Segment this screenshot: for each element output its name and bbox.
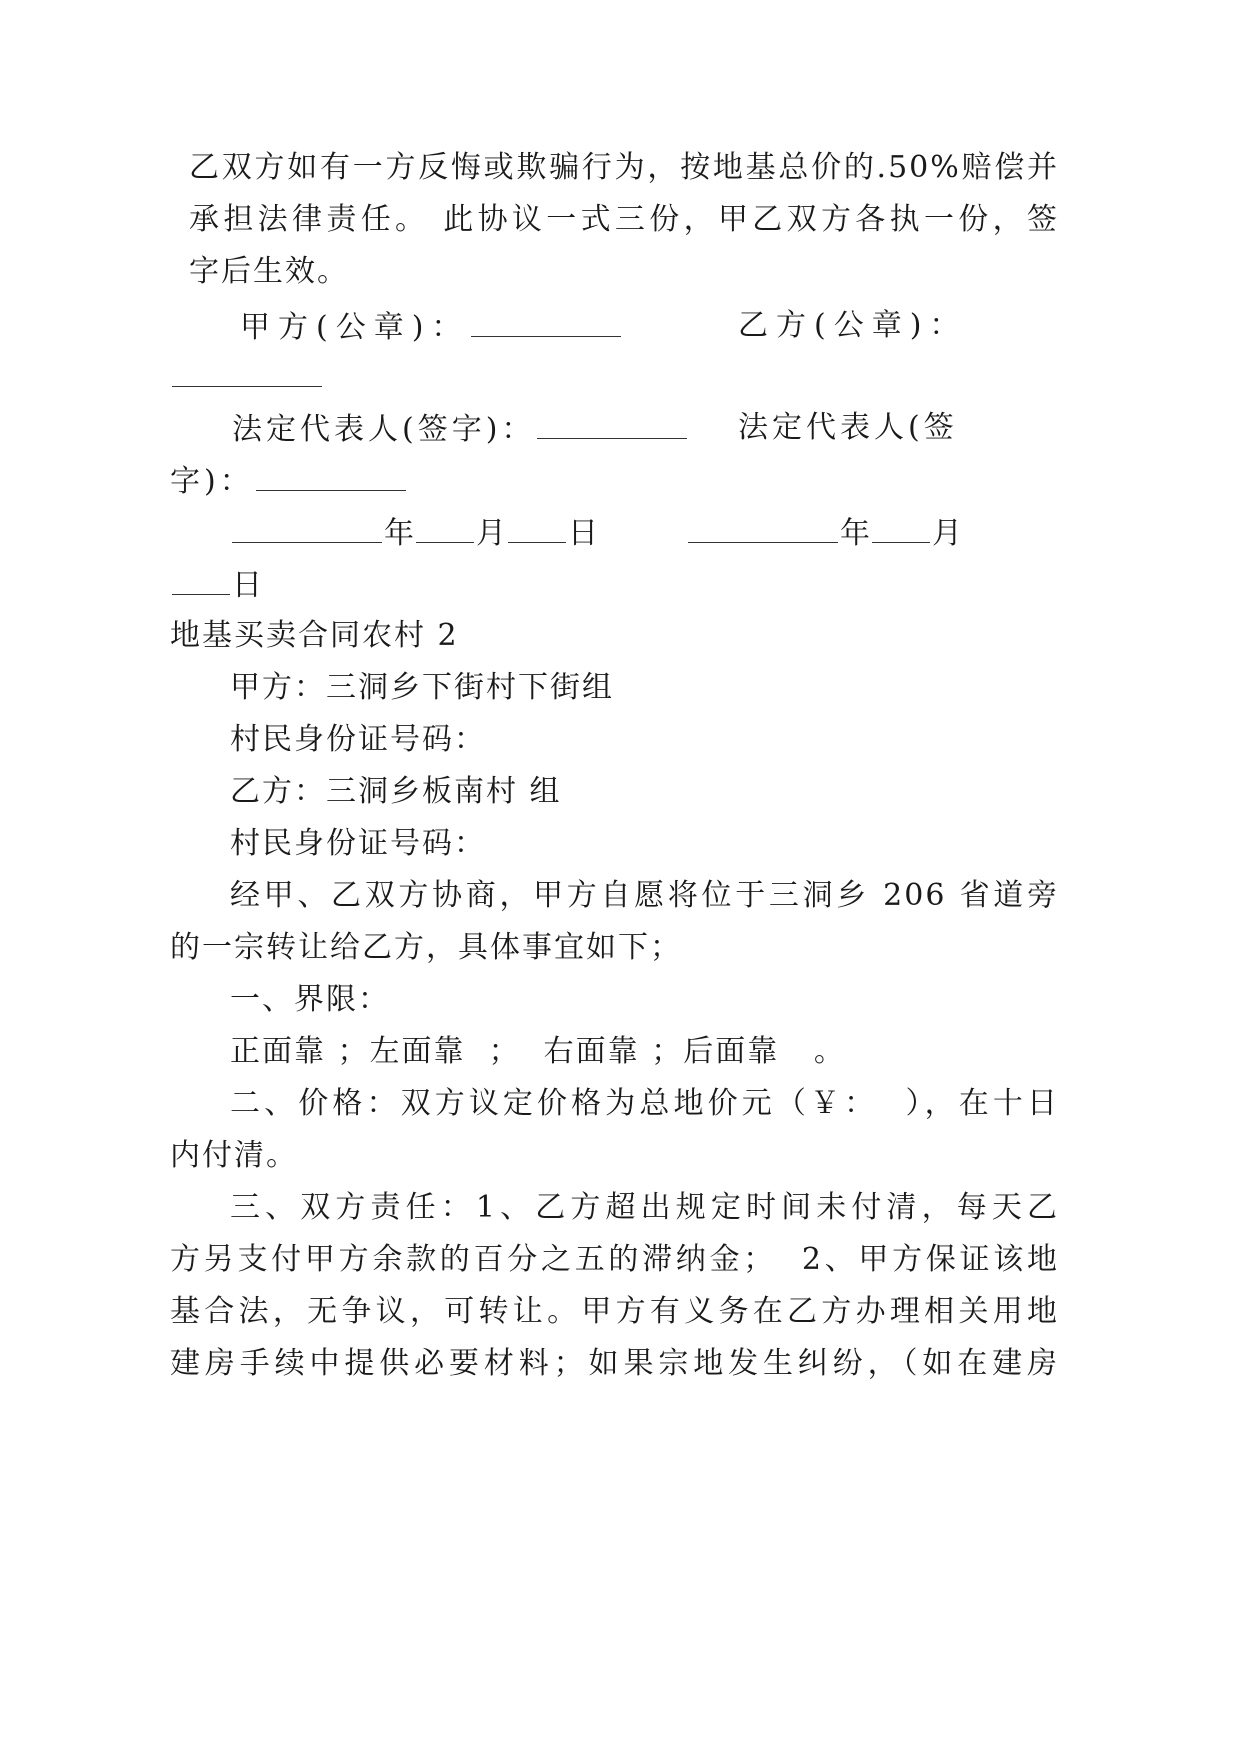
date-a-year-label: 年	[384, 516, 414, 551]
party-a-line: 甲方：三洞乡下街村下街组	[230, 670, 614, 705]
date-b-day-row	[170, 564, 262, 606]
intro-line: 的一宗转让给乙方，具体事宜如下；	[170, 930, 682, 965]
party-b-id-line: 村民身份证号码：	[230, 826, 486, 861]
date-a-month-blank	[416, 512, 474, 543]
date-b-day-label: 日	[232, 568, 262, 603]
rep-b-label-part2: 字)：	[170, 464, 254, 499]
date-a-row	[230, 512, 598, 554]
rep-a-label: 法定代表人(签字)：	[232, 412, 536, 447]
date-b-day-blank	[172, 564, 230, 595]
party-a-seal-blank	[471, 306, 621, 337]
rep-a-row	[232, 408, 689, 450]
section-2-line: 二、价格：双方议定价格为总地价元（￥： ），在十日	[230, 1086, 1059, 1121]
rep-a-blank	[537, 408, 687, 439]
section-1-body: 正面靠 ；左面靠 ； 右面靠 ；后面靠 。	[230, 1034, 846, 1069]
intro-line: 经甲、乙双方协商，甲方自愿将位于三洞乡 206 省道旁	[230, 878, 1059, 913]
section-2-line: 内付清。	[170, 1138, 298, 1173]
section-3-line: 建房手续中提供必要材料；如果宗地发生纠纷，（如在建房	[170, 1346, 1059, 1381]
paragraph-line: 乙双方如有一方反悔或欺骗行为，按地基总价的.50%赔偿并	[189, 150, 1059, 185]
section-3-line: 三、双方责任：1、乙方超出规定时间未付清，每天乙	[230, 1190, 1059, 1225]
party-a-seal-label: 甲方(公章)：	[240, 310, 470, 345]
paragraph-line: 字后生效。	[189, 254, 349, 289]
date-b-month-blank	[872, 512, 930, 543]
paragraph-line: 承担法律责任。 此协议一式三份，甲乙双方各执一份，签	[189, 202, 1059, 237]
date-a-day-label: 日	[568, 516, 598, 551]
section-3-line: 基合法，无争议，可转让。甲方有义务在乙方办理相关用地	[170, 1294, 1059, 1329]
date-b-row	[686, 512, 962, 554]
date-b-year-label: 年	[840, 516, 870, 551]
date-a-day-blank	[508, 512, 566, 543]
party-a-id-line: 村民身份证号码：	[230, 722, 486, 757]
section-1-title: 一、界限：	[230, 982, 390, 1017]
party-b-seal-label: 乙方(公章)：	[738, 308, 968, 343]
contract-title: 地基买卖合同农村 2	[170, 618, 459, 653]
party-b-seal-blank	[172, 356, 322, 387]
date-a-month-label: 月	[476, 516, 506, 551]
party-b-seal-row	[170, 356, 324, 398]
party-b-line: 乙方：三洞乡板南村 组	[230, 774, 562, 809]
section-3-line: 方另支付甲方余款的百分之五的滞纳金； 2、甲方保证该地	[170, 1242, 1059, 1277]
party-a-seal-row	[240, 306, 623, 348]
rep-b-row	[170, 460, 408, 502]
date-b-year-blank	[688, 512, 838, 543]
date-b-month-label: 月	[932, 516, 962, 551]
date-a-year-blank	[232, 512, 382, 543]
rep-b-label-part1: 法定代表人(签	[738, 410, 958, 445]
rep-b-blank	[256, 460, 406, 491]
